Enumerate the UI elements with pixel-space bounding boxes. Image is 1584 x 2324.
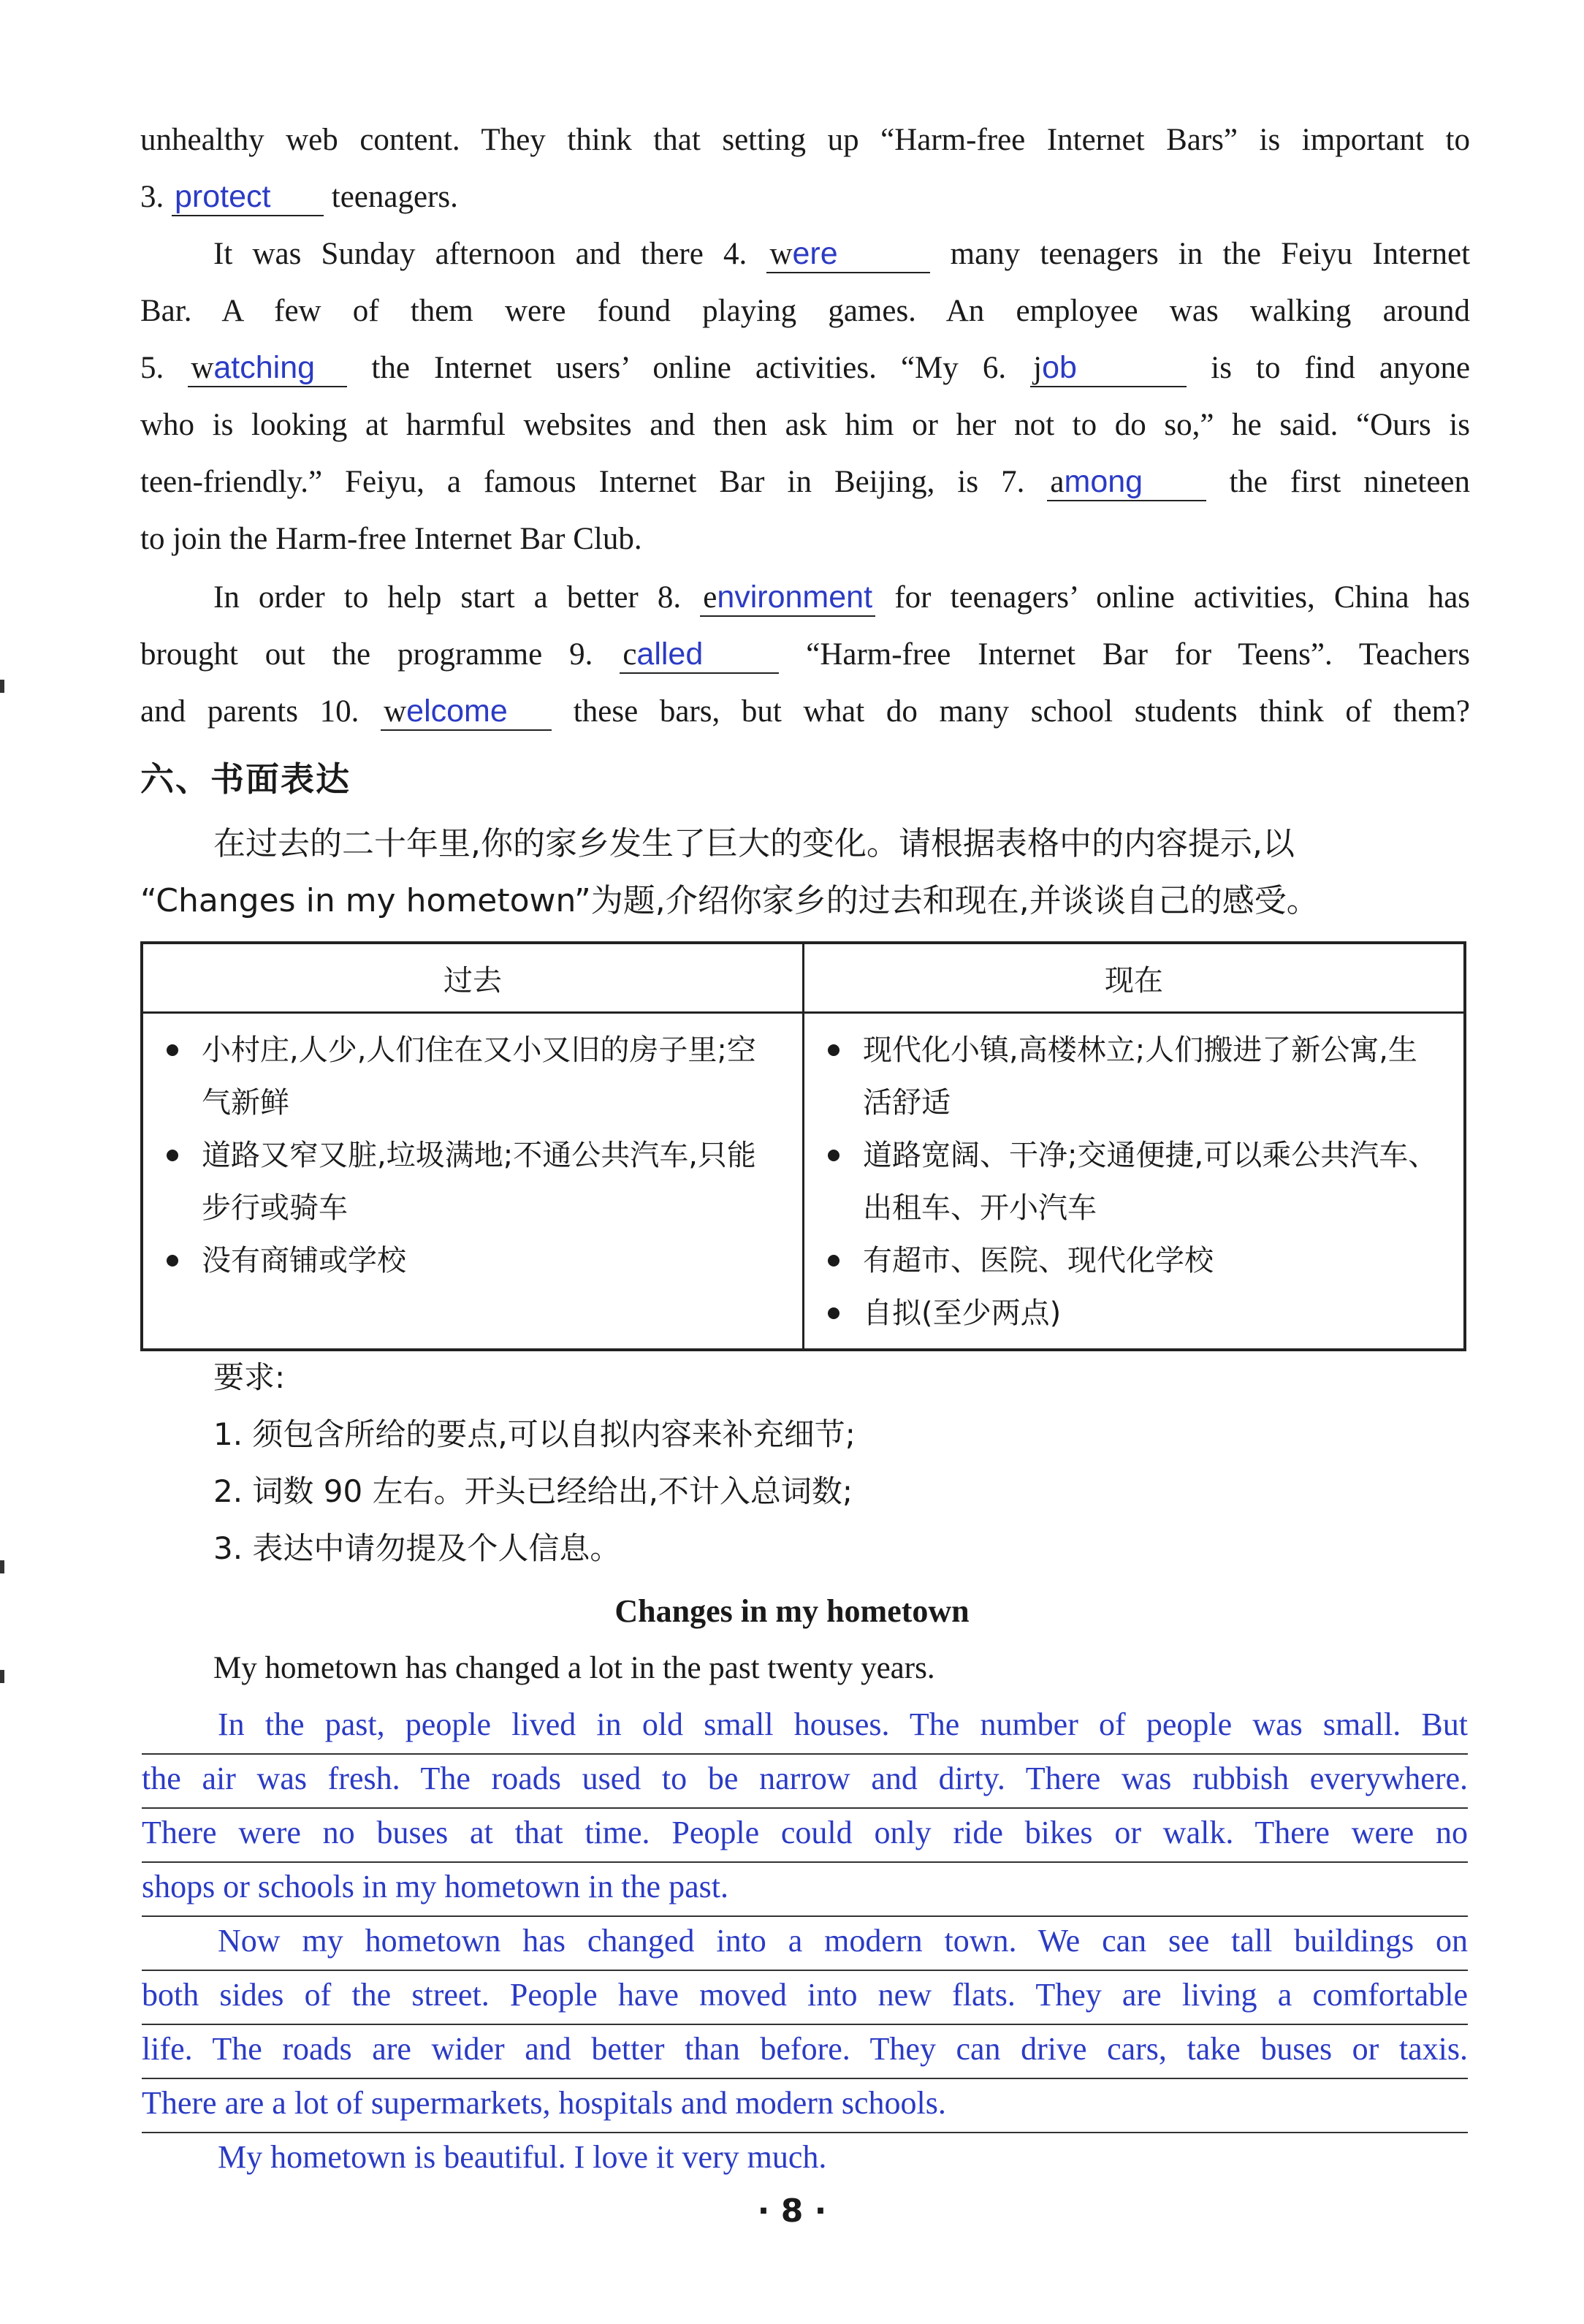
answer-blank-9[interactable]: called <box>620 637 779 674</box>
passage-line: In order to help start a better 8. environment for teenagers’ online activities, China has <box>213 576 1470 620</box>
writing-line[interactable]: In the past, people lived in old small houses. The number of people was small. But <box>142 1699 1468 1755</box>
passage-line: unhealthy web content. They think that setting up “Harm-free Internet Bars” is important to <box>140 123 1470 157</box>
now-cell <box>804 1013 1466 1351</box>
essay-opening: My hometown has changed a lot in the past twenty years. <box>213 1651 935 1685</box>
answer-blank-5[interactable]: watching <box>188 350 347 387</box>
requirement-item: 2. 词数 90 左右。开头已经给出,不计入总词数; <box>213 1473 853 1509</box>
list-item: 小村庄,人少,人们住在又小又旧的房子里;空气新鲜 <box>161 1024 785 1129</box>
writing-line[interactable]: both sides of the street. People have moved into new flats. They are living a comfortable <box>142 1970 1468 2025</box>
answer-blank-10[interactable]: welcome <box>381 694 552 731</box>
table-header-past: 过去 <box>142 943 804 1013</box>
margin-mark <box>0 1560 4 1573</box>
page-number: · 8 · <box>757 2192 827 2230</box>
passage-line: 5. watching the Internet users’ online activities. “My 6. job is to find anyone <box>140 346 1470 390</box>
passage-line: Bar. A few of them were found playing games. An employee was walking around <box>140 294 1470 328</box>
hint-table <box>140 941 1466 1351</box>
answer-blank-8[interactable]: environment <box>700 580 875 617</box>
margin-mark <box>0 1670 4 1683</box>
passage-line: 3. protect teenagers. <box>140 175 1470 219</box>
answer-blank-6[interactable]: job <box>1030 350 1187 387</box>
requirements-label: 要求: <box>213 1359 286 1395</box>
list-item: 自拟(至少两点) <box>822 1287 1446 1340</box>
writing-line[interactable]: the air was fresh. The roads used to be narrow and dirty. There was rubbish everywhere. <box>142 1753 1468 1809</box>
requirement-item: 3. 表达中请勿提及个人信息。 <box>213 1530 621 1566</box>
passage-line: who is looking at harmful websites and then ask him or her not to do so,” he said. “Ours is <box>140 408 1470 442</box>
writing-line[interactable]: There are a lot of supermarkets, hospitals and modern schools. <box>142 2078 1468 2133</box>
passage-line: brought out the programme 9. called “Harm-free Internet Bar for Teens”. Teachers <box>140 633 1470 677</box>
task-intro: “Changes in my hometown”为题,介绍你家乡的过去和现在,并谈谈自己的感受。 <box>140 882 1319 919</box>
answer-blank-3[interactable]: protect <box>172 179 324 216</box>
answer-blank-7[interactable]: among <box>1047 464 1206 501</box>
section-heading: 六、书面表达 <box>140 759 351 799</box>
requirement-item: 1. 须包含所给的要点,可以自拟内容来补充细节; <box>213 1416 856 1452</box>
list-item: 现代化小镇,高楼林立;人们搬进了新公寓,生活舒适 <box>822 1024 1446 1129</box>
task-intro: 在过去的二十年里,你的家乡发生了巨大的变化。请根据表格中的内容提示,以 <box>213 825 1295 862</box>
table-header-now: 现在 <box>804 943 1466 1013</box>
writing-line[interactable]: My hometown is beautiful. I love it very much. <box>218 2139 827 2175</box>
list-item: 有超市、医院、现代化学校 <box>822 1234 1446 1287</box>
writing-line[interactable]: Now my hometown has changed into a modern town. We can see tall buildings on <box>142 1915 1468 1971</box>
writing-line[interactable]: There were no buses at that time. People could only ride bikes or walk. There were no <box>142 1807 1468 1863</box>
list-item: 没有商铺或学校 <box>161 1234 785 1287</box>
list-item: 道路又窄又脏,垃圾满地;不通公共汽车,只能步行或骑车 <box>161 1129 785 1234</box>
list-item: 道路宽阔、干净;交通便捷,可以乘公共汽车、出租车、开小汽车 <box>822 1129 1446 1234</box>
margin-mark <box>0 680 4 693</box>
past-cell <box>142 1013 804 1351</box>
passage-line: to join the Harm-free Internet Bar Club. <box>140 522 642 556</box>
passage-line: teen-friendly.” Feiyu, a famous Internet Bar in Beijing, is 7. among the first nineteen <box>140 460 1470 504</box>
answer-blank-4[interactable]: were <box>766 236 930 273</box>
passage-line: It was Sunday afternoon and there 4. were many teenagers in the Feiyu Internet <box>213 232 1470 276</box>
essay-title: Changes in my hometown <box>614 1593 970 1629</box>
writing-line[interactable]: shops or schools in my hometown in the past. <box>142 1861 1468 1917</box>
passage-line: and parents 10. welcome these bars, but what do many school students think of them? <box>140 690 1470 734</box>
writing-line[interactable]: life. The roads are wider and better than before. They can drive cars, take buses or taxis. <box>142 2024 1468 2079</box>
